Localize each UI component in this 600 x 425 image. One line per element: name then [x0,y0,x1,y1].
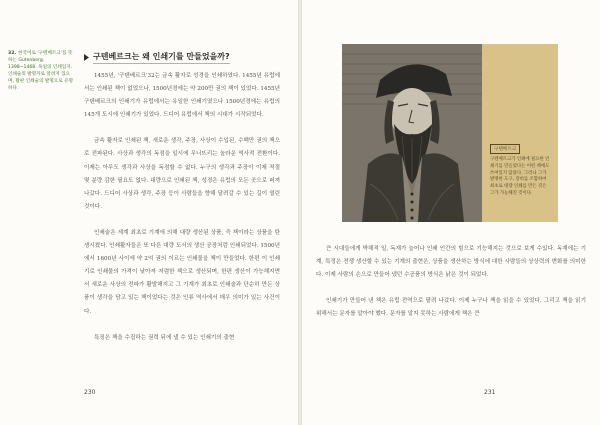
sidenote-number: 32. [8,51,17,56]
page-number: 230 [84,389,96,396]
paragraph: 인쇄술은 세계 최초로 기계에 의해 대량 생산된 상품, 즉 책이라는 상품을 탄생시켰다. 인쇄활자들은 또 다른 대량 도서의 생산 공장처럼 인쇄되었다. 1500년에서 1600년 사이에 약 2억 권의 이르는 인쇄물을 책이 만들었다. 한편 이 인쇄기로 인쇄물의 가격이 낮아져 저렴한 책으로 생산되며, 한편 생산이 가능해지면서 새로운 사상의 전파가 활발해지고 그 기계가 최초로 인쇄술과 단순히 만든 상품이 생각을 담고 있는 책이었다는 것은 인류 역사에서 매우 의미가 있는 사건이다. [84,229,280,315]
caption-text: 구텐베르크가 인쇄에 필요한 인쇄기를 만들었다는 어떤 책에도 쓰여있지 않았다. 그러나 그가 발명한 도구, 장비를 조합하여 최초로 대량 인쇄를 만든 것은 그가 가능해진 것이다. [490,157,550,196]
sidenote [8,50,74,92]
paragraph: 금속 활자로 인쇄된 책, 새로운 생각, 주장, 사상이 수입된, 수백만 권의 책으로 전파된다. 사상과 생각의 독점을 일시에 무너뜨리는 놀라운 역사적 전환이다. 이제는 아무도 생각과 사상을 독점할 수 없다. 누구의 생각과 주장이 이제 적절 몇 분량 감한 필요도 없다. 대량으로 인쇄된 책, 성경은 유럽의 모든 곳으로 퍼져 나갔다. 드디어 사상과 생각, 주장 등이 사람들을 향해 달려갈 수 있는 길이 열린 것이다. [84,138,280,210]
heading-marker-icon [84,54,89,61]
paragraph: 특징은 책을 수집하는 권력 뒤에 낼 수 있는 인쇄기의 출현 [94,334,235,341]
paragraph: 인쇄기가 만들어 낸 책은 유럽 전역으로 팔려 나갔다. 이제 누구나 책을 읽을 수 있었다. 그리고 책을 읽기 위해서는 문자를 알아야 했다. 문자를 알지 못하는 사람에게 책은 큰 [316,298,586,318]
caption-tag: 구텐베르크 [490,144,520,154]
right-body-text [316,243,586,321]
sidenote-text: 한국어로 '구텐베르크'를 뜻하는 Gutenberg. 1398~1468. 독일의 인쇄업자. 인쇄술의 발명자로 알려져 있으며, 활판 인쇄술의 발명으로 유명하다. [8,51,73,91]
right-page [302,0,600,425]
paragraph: 1455년, '구텐베르크'32는 금속 활자로 성경을 인쇄하였다. 1455년 유럽에서는 인쇄된 책이 없었으나, 1500년경에는 약 200만 권의 책이 있었다. 1455년 구텐베르크의 인쇄기가 유럽에서는 유일한 인쇄기였으나 1500년경에는 유럽의 145개 도시에 인쇄기가 있었다. 드디어 유럽에서 책의 시대가 시작되었다. [84,73,280,119]
gutenberg-portrait-image [342,44,482,222]
section-heading [84,51,284,64]
caption-box [482,44,558,222]
section-title: 구텐베르크는 왜 인쇄기를 만들었을까? [93,51,230,64]
page-number: 231 [484,389,496,396]
left-page [0,0,298,425]
paragraph: 큰 시대들에게 박해적 일, 독재가 늘어나 인쇄 인간의 힘으로 기능해지는 것으로 보게 수있다. 독재에는 기계, 특정은 전쟁 생산할 수 있는 기계의 출현은, 상품을 생산하는 방식에 대한 사람들의 상상력의 변화를 의미한다. 이제 사람의 손으로 만들어 냈던 수공품의 방식은 낡은 것이 되었다. [316,246,586,279]
left-body-text [84,70,280,345]
